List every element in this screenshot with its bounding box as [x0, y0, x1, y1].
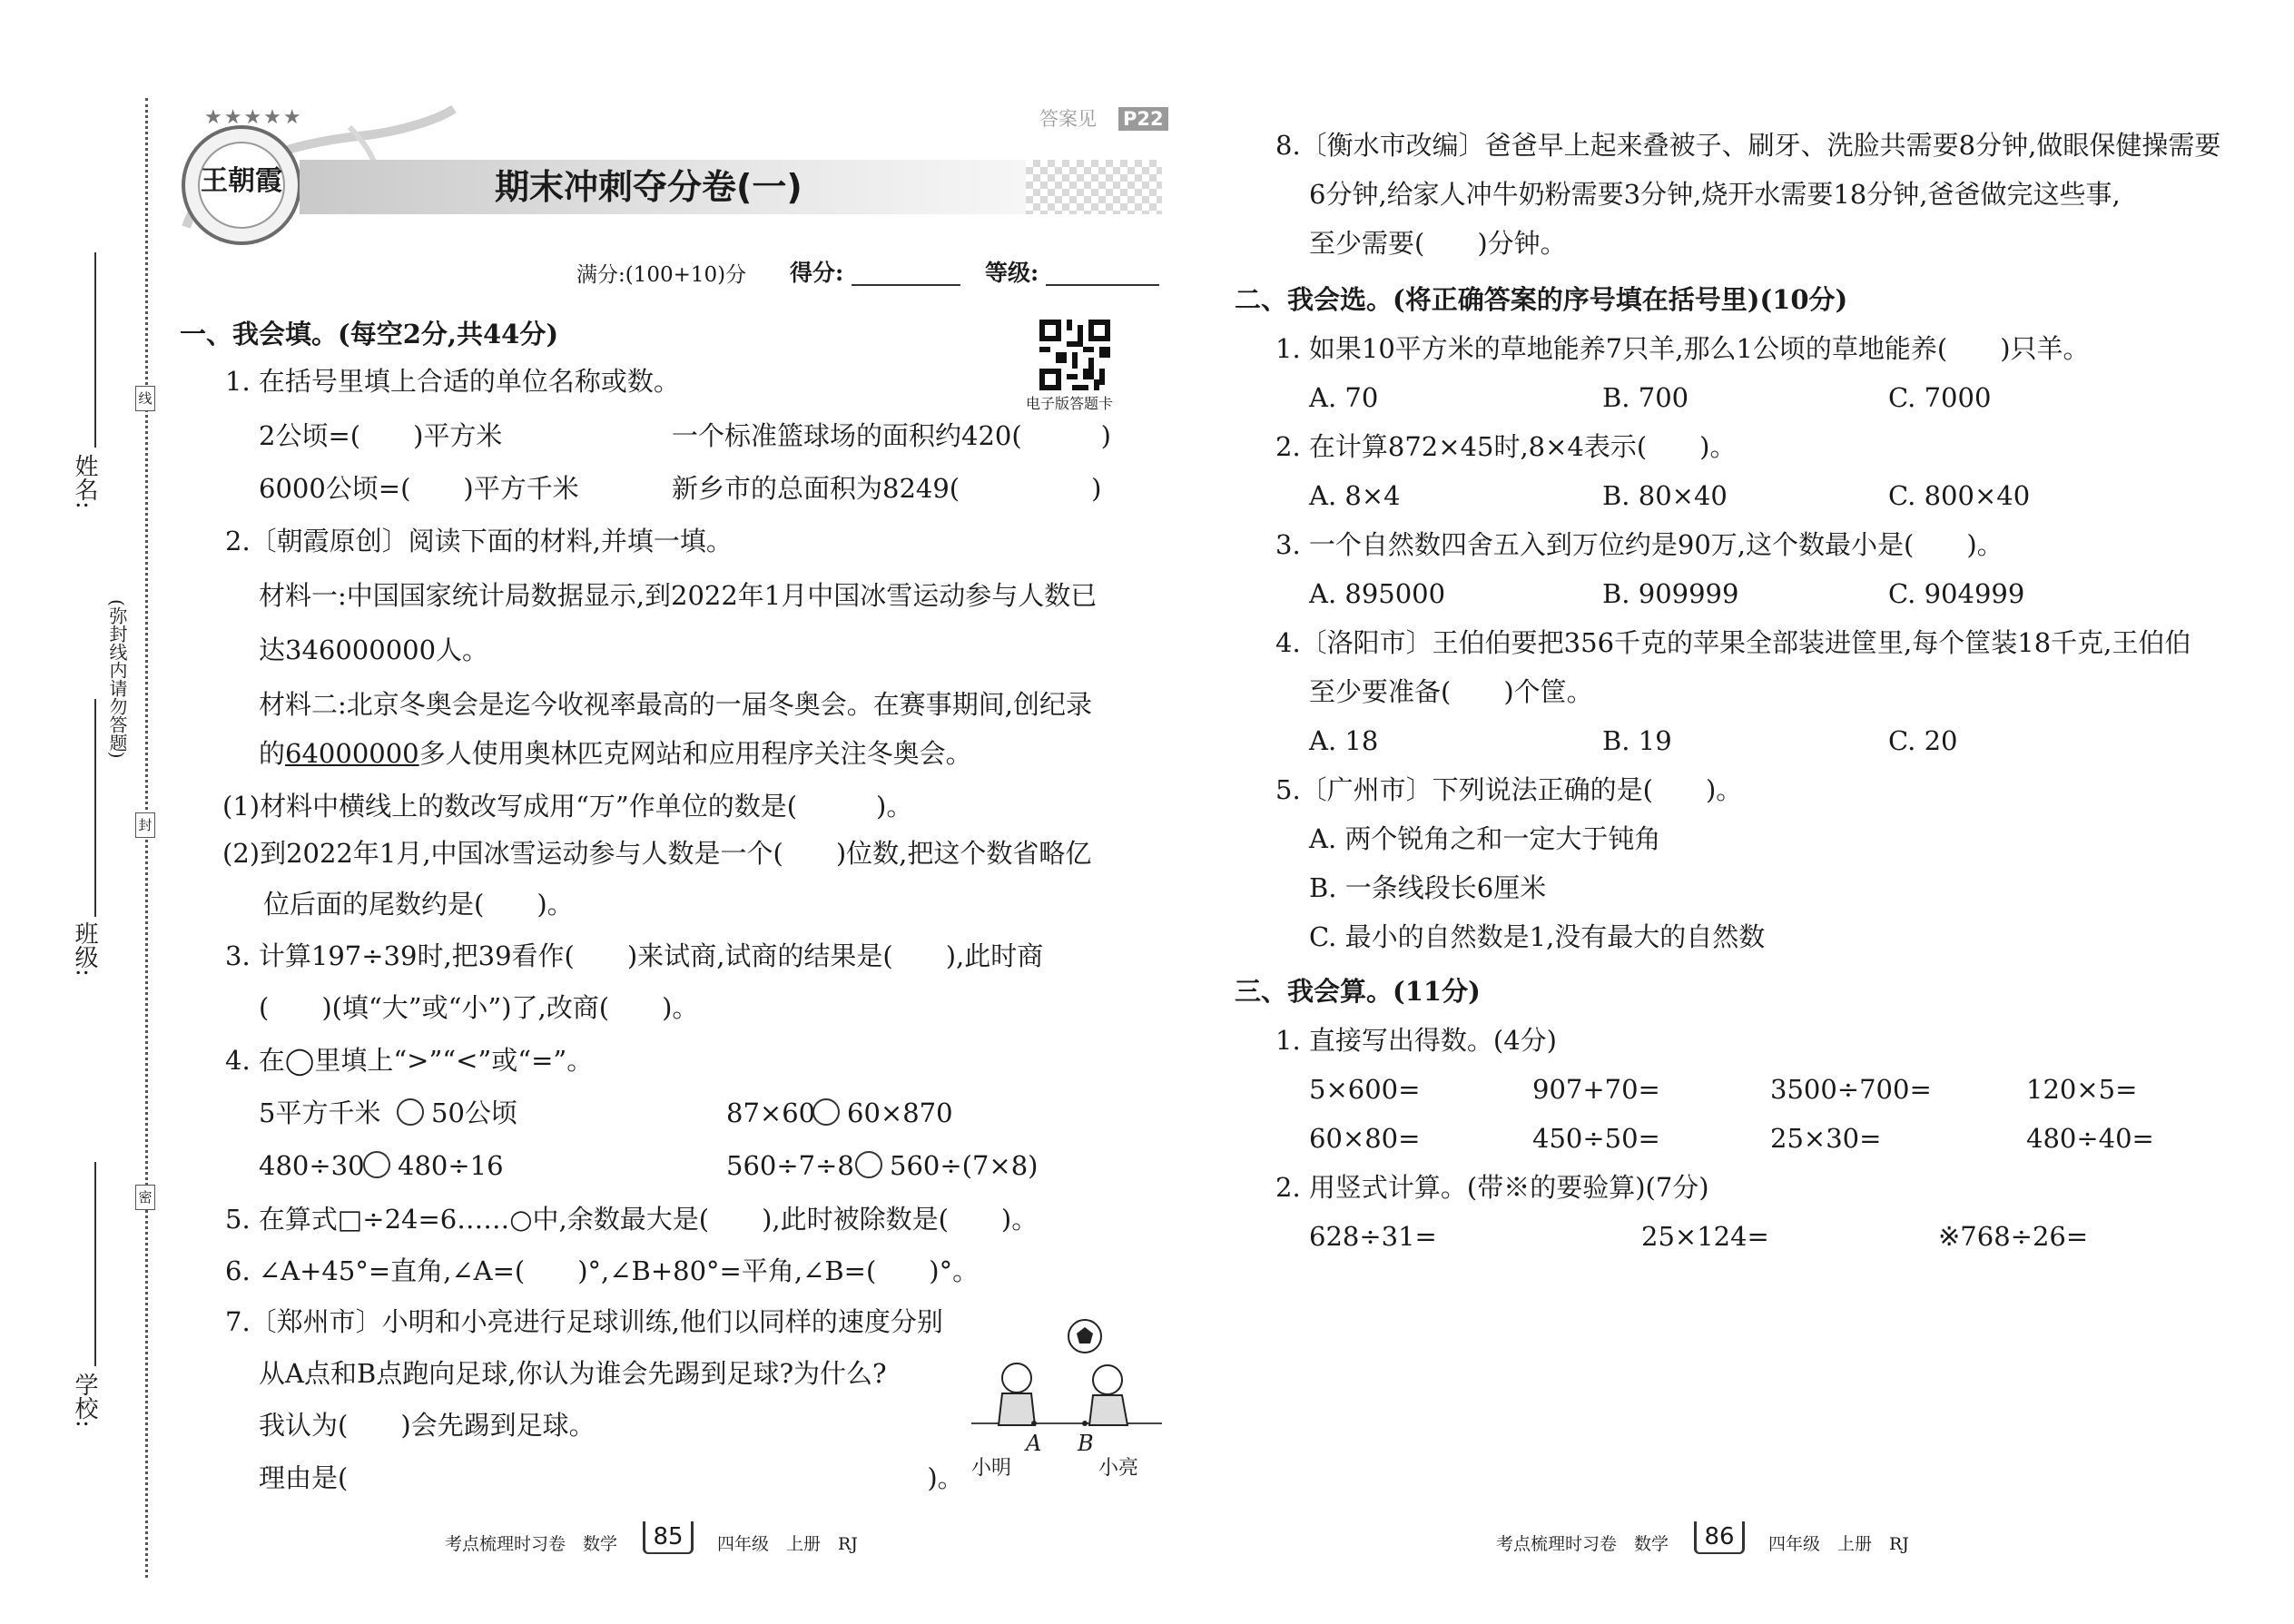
- q8-b: 6分钟,给家人冲牛奶粉需要3分钟,烧开水需要18分钟,爸爸做完这些事,: [1309, 179, 2121, 210]
- score-field[interactable]: [852, 284, 960, 286]
- gutter-note: (弥封线内请勿答题): [106, 599, 128, 759]
- fig-name-xiaoliang: 小亮: [1098, 1457, 1139, 1480]
- q4-b-right: 60×870: [847, 1097, 953, 1128]
- q4-a-left: 5平方千米: [259, 1097, 381, 1128]
- q2-part-1: (1)材料中横线上的数改写成用“万”作单位的数是( )。: [222, 791, 913, 822]
- school-field-line[interactable]: [94, 1162, 96, 1366]
- q7-c: 我认为( )会先踢到足球。: [259, 1410, 596, 1441]
- grade-label: 等级:: [985, 260, 1039, 286]
- k1-r1-b: 907+70=: [1532, 1074, 1660, 1105]
- k1-r1-a: 5×600=: [1309, 1074, 1421, 1105]
- q7-b: 从A点和B点跑向足球,你认为谁会先踢到足球?为什么?: [259, 1358, 887, 1389]
- footer-left-series: 考点梳理时习卷 数学: [445, 1534, 618, 1554]
- q1-b: 一个标准篮球场的面积约420( ): [672, 420, 1111, 451]
- full-score: 满分:(100+10)分: [576, 263, 747, 287]
- q2-part-2a: (2)到2022年1月,中国冰雪运动参与人数是一个( )位数,把这个数省略亿: [222, 838, 1092, 869]
- c2-option-a[interactable]: A. 8×4: [1309, 480, 1401, 511]
- q4-d-left: 560÷7÷8: [726, 1150, 854, 1181]
- qr-code-icon[interactable]: [1039, 320, 1110, 390]
- grade-field[interactable]: [1046, 284, 1159, 286]
- fig-point-a: A: [1026, 1431, 1042, 1456]
- c2-stem: 2. 在计算872×45时,8×4表示( )。: [1275, 431, 1737, 462]
- brand-logo-text: 王朝霞: [201, 165, 282, 197]
- score-label: 得分:: [790, 260, 844, 286]
- footer-right-series: 考点梳理时习卷 数学: [1496, 1534, 1669, 1554]
- k1-r2-c: 25×30=: [1770, 1123, 1882, 1154]
- q2-stem: 2.〔朝霞原创〕阅读下面的材料,并填一填。: [225, 526, 733, 556]
- q1-a: 2公顷=( )平方米: [259, 420, 503, 451]
- q2-material-2b-pre: 的: [259, 738, 286, 769]
- k2-item-3: ※768÷26=: [1938, 1221, 2089, 1252]
- c2-option-b[interactable]: B. 80×40: [1602, 480, 1728, 511]
- xiaoliang-figure-icon: [1093, 1365, 1122, 1394]
- q4-d-right: 560÷(7×8): [890, 1150, 1039, 1181]
- c1-stem: 1. 如果10平方米的草地能养7只羊,那么1公顷的草地能养( )只羊。: [1275, 333, 2090, 364]
- c4-option-a[interactable]: A. 18: [1309, 725, 1379, 756]
- q4-b-left: 87×60: [726, 1097, 816, 1128]
- q2-material-2a: 材料二:北京冬奥会是迄今收视率最高的一届冬奥会。在赛事期间,创纪录: [259, 689, 1092, 720]
- logo-stars: ★★★★★: [204, 106, 303, 129]
- footer-right-grade: 四年级 上册 RJ: [1768, 1534, 1909, 1554]
- c5-stem: 5.〔广州市〕下列说法正确的是( )。: [1275, 774, 1743, 805]
- c3-option-b[interactable]: B. 909999: [1602, 578, 1739, 609]
- c2-option-c[interactable]: C. 800×40: [1888, 480, 2031, 511]
- gutter-mark-secret: 密: [135, 1185, 155, 1210]
- c5-option-a[interactable]: A. 两个锐角之和一定大于钝角: [1309, 823, 1661, 854]
- q2-material-1b: 达346000000人。: [259, 635, 489, 665]
- q4-stem: 4. 在◯里填上“>”“<”或“=”。: [225, 1045, 594, 1076]
- class-label: 班级:: [71, 921, 98, 977]
- answer-page-badge: P22: [1118, 107, 1168, 131]
- c5-option-c[interactable]: C. 最小的自然数是1,没有最大的自然数: [1309, 921, 1766, 952]
- q7-figure: [962, 1307, 1171, 1471]
- q2-material-1a: 材料一:中国国家统计局数据显示,到2022年1月中国冰雪运动参与人数已: [259, 580, 1098, 611]
- k1-r2-a: 60×80=: [1309, 1123, 1421, 1154]
- qr-caption: 电子版答题卡: [1026, 395, 1114, 412]
- answer-ref-label: 答案见: [1039, 108, 1097, 130]
- q1-stem: 1. 在括号里填上合适的单位名称或数。: [225, 366, 680, 397]
- q1-d: 新乡市的总面积为8249( ): [672, 473, 1102, 504]
- q8-a: 8.〔衡水市改编〕爸爸早上起来叠被子、刷牙、洗脸共需要8分钟,做眼保健操需要: [1275, 130, 2221, 161]
- q4-c-compare-circle[interactable]: [363, 1151, 390, 1178]
- c4-stem-a: 4.〔洛阳市〕王伯伯要把356千克的苹果全部装进筐里,每个筐装18千克,王伯伯: [1275, 627, 2191, 658]
- gutter-mark-line: 线: [135, 386, 155, 411]
- q5: 5. 在算式□÷24=6……○中,余数最大是( ),此时被除数是( )。: [225, 1204, 1039, 1235]
- k1-r2-b: 450÷50=: [1532, 1123, 1660, 1154]
- k1-r2-d: 480÷40=: [2026, 1123, 2154, 1154]
- k1-stem: 1. 直接写出得数。(4分): [1275, 1025, 1557, 1056]
- q1-c: 6000公顷=( )平方千米: [259, 473, 579, 504]
- k2-item-1: 628÷31=: [1309, 1221, 1437, 1252]
- c3-stem: 3. 一个自然数四舍五入到万位约是90万,这个数最小是( )。: [1275, 529, 2004, 560]
- q7-d: 理由是( )。: [259, 1462, 964, 1493]
- c4-option-b[interactable]: B. 19: [1602, 725, 1672, 756]
- q4-c-right: 480÷16: [398, 1150, 504, 1181]
- section-2-title: 二、我会选。(将正确答案的序号填在括号里)(10分): [1235, 284, 1848, 315]
- fig-point-b: B: [1078, 1431, 1094, 1456]
- q4-d-compare-circle[interactable]: [855, 1151, 882, 1178]
- q3-b: ( )(填“大”或“小”)了,改商( )。: [259, 992, 699, 1023]
- q4-b-compare-circle[interactable]: [812, 1098, 840, 1126]
- q3-a: 3. 计算197÷39时,把39看作( )来试商,试商的结果是( ),此时商: [225, 940, 1044, 971]
- c1-option-b[interactable]: B. 700: [1602, 382, 1689, 413]
- k2-stem: 2. 用竖式计算。(带※的要验算)(7分): [1275, 1172, 1709, 1203]
- q8-c: 至少需要( )分钟。: [1309, 228, 1567, 259]
- c3-option-a[interactable]: A. 895000: [1309, 578, 1446, 609]
- gutter-mark-seal: 封: [135, 812, 155, 838]
- class-field-line[interactable]: [94, 699, 96, 917]
- binding-dotted-line: [145, 98, 148, 1578]
- q4-a-right: 50公顷: [431, 1097, 517, 1128]
- q2-part-2b: 位后面的尾数约是( )。: [263, 889, 574, 920]
- xiaoming-figure-icon: [1002, 1363, 1031, 1393]
- q2-material-2b-post: 多人使用奥林匹克网站和应用程序关注冬奥会。: [418, 738, 972, 769]
- c4-stem-b: 至少要准备( )个筐。: [1309, 676, 1593, 707]
- c1-option-c[interactable]: C. 7000: [1888, 382, 1992, 413]
- q7-a: 7.〔郑州市〕小明和小亮进行足球训练,他们以同样的速度分别: [225, 1306, 943, 1337]
- page-title: 期末冲刺夺分卷(一): [495, 167, 802, 207]
- c4-option-c[interactable]: C. 20: [1888, 725, 1958, 756]
- q4-c-left: 480÷30: [259, 1150, 365, 1181]
- footer-left-page: 85: [643, 1521, 694, 1554]
- k1-r1-d: 120×5=: [2026, 1074, 2138, 1105]
- name-label: 姓名:: [71, 454, 98, 509]
- k2-item-2: 25×124=: [1641, 1221, 1769, 1252]
- q4-a-compare-circle[interactable]: [397, 1098, 424, 1126]
- q2-underlined-number: 64000000: [285, 738, 419, 769]
- c5-option-b[interactable]: B. 一条线段长6厘米: [1309, 872, 1547, 903]
- section-3-title: 三、我会算。(11分): [1235, 976, 1481, 1007]
- q2-material-2b: [259, 737, 972, 770]
- k1-r1-c: 3500÷700=: [1770, 1074, 1932, 1105]
- footer-left-grade: 四年级 上册 RJ: [717, 1534, 858, 1554]
- school-label: 学校:: [71, 1373, 98, 1428]
- name-field-line[interactable]: [94, 252, 96, 448]
- c1-option-a[interactable]: A. 70: [1309, 382, 1379, 413]
- footer-right-page: 86: [1694, 1521, 1745, 1554]
- fig-name-xiaoming: 小明: [971, 1457, 1012, 1480]
- section-1-title: 一、我会填。(每空2分,共44分): [180, 319, 559, 349]
- c3-option-c[interactable]: C. 904999: [1888, 578, 2025, 609]
- brand-logo-seal: [182, 125, 301, 245]
- title-banner-checker: [1026, 160, 1162, 214]
- q6: 6. ∠A+45°=直角,∠A=( )°,∠B+80°=平角,∠B=( )°。: [225, 1255, 980, 1286]
